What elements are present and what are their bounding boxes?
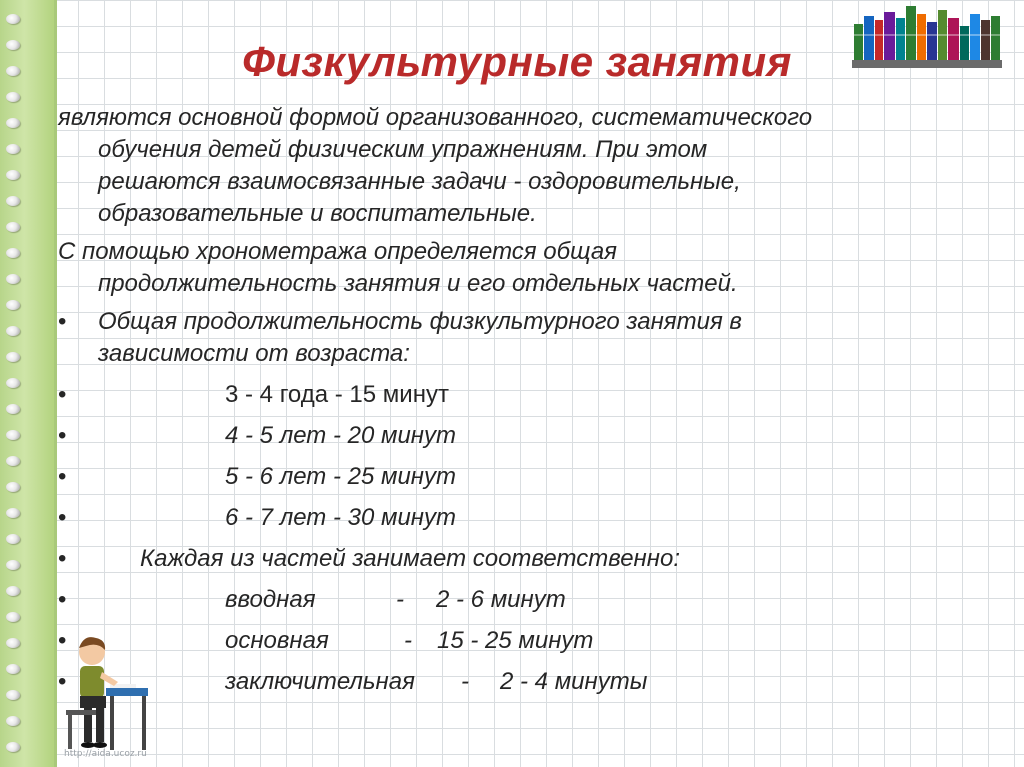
binding-ring xyxy=(6,378,20,388)
part-name: вводная xyxy=(225,586,316,613)
bullet-symbol: • xyxy=(58,545,67,572)
binding-ring xyxy=(6,456,20,466)
duration-heading-line-1: Общая продолжительность физкультурного занятия в xyxy=(98,308,742,335)
bullet-symbol: • xyxy=(58,463,67,490)
binding-ring xyxy=(6,742,20,752)
binding-ring xyxy=(6,274,20,284)
binding-ring xyxy=(6,144,20,154)
age-item-text: 5 - 6 лет - 25 минут xyxy=(225,463,456,490)
binding-ring xyxy=(6,118,20,128)
age-item xyxy=(58,420,998,461)
age-item-text: 4 - 5 лет - 20 минут xyxy=(225,422,456,449)
parts-heading xyxy=(58,543,998,584)
part-name: заключительная xyxy=(225,668,415,695)
part-item xyxy=(58,625,998,666)
intro-line-2: обучения детей физическим упражнениям. При этом xyxy=(98,136,708,163)
bullet-symbol: • xyxy=(58,381,67,408)
binding-ring xyxy=(6,404,20,414)
age-item-text: 6 - 7 лет - 30 минут xyxy=(225,504,456,531)
binding-ring xyxy=(6,664,20,674)
binding-ring xyxy=(6,534,20,544)
intro-line-4: образовательные и воспитательные. xyxy=(98,200,537,227)
part-separator: - xyxy=(404,627,412,654)
binding-ring xyxy=(6,508,20,518)
intro-paragraph xyxy=(58,102,998,230)
binding-ring xyxy=(6,170,20,180)
binding-ring xyxy=(6,638,20,648)
bullet-symbol: • xyxy=(58,504,67,531)
bullet-symbol: • xyxy=(58,627,67,654)
bullet-symbol: • xyxy=(58,422,67,449)
bullet-symbol: • xyxy=(58,308,67,335)
binding-ring xyxy=(6,560,20,570)
intro-line-3: решаются взаимосвязанные задачи - оздоровительные, xyxy=(98,168,741,195)
part-value: 15 - 25 минут xyxy=(437,627,594,654)
books-shelf-icon xyxy=(852,4,1002,72)
binding-ring xyxy=(6,352,20,362)
boy-at-desk-icon xyxy=(62,632,152,754)
part-item xyxy=(58,584,998,625)
part-separator: - xyxy=(396,586,404,613)
timing-line-2: продолжительность занятия и его отдельных частей. xyxy=(98,270,738,297)
watermark: http://aida.ucoz.ru xyxy=(64,749,147,759)
age-item xyxy=(58,379,998,420)
bullet-symbol: • xyxy=(58,668,67,695)
binding-ring xyxy=(6,248,20,258)
intro-line-1: являются основной формой организованного, систематического xyxy=(58,104,813,131)
part-name: основная xyxy=(225,627,329,654)
part-separator: - xyxy=(461,668,469,695)
binding-ring xyxy=(6,14,20,24)
timing-paragraph xyxy=(58,236,998,300)
binding-ring xyxy=(6,92,20,102)
age-item xyxy=(58,461,998,502)
duration-heading-line-2: зависимости от возраста: xyxy=(98,340,410,367)
part-value: 2 - 4 минуты xyxy=(500,668,648,695)
binding-ring xyxy=(6,716,20,726)
binding-ring xyxy=(6,326,20,336)
part-item xyxy=(58,666,998,707)
bullet-symbol: • xyxy=(58,586,67,613)
timing-line-1: С помощью хронометража определяется общая xyxy=(58,238,617,265)
page-title: Физкультурные занятия xyxy=(242,38,792,85)
binding-ring xyxy=(6,222,20,232)
part-value: 2 - 6 минут xyxy=(436,586,566,613)
binding-ring xyxy=(6,300,20,310)
binding-ring xyxy=(6,196,20,206)
age-item xyxy=(58,502,998,543)
binding-ring xyxy=(6,690,20,700)
binding-ring xyxy=(6,430,20,440)
slide-content xyxy=(58,102,998,707)
binding-ring xyxy=(6,586,20,596)
age-item-text: 3 - 4 года - 15 минут xyxy=(225,381,449,408)
binding-ring xyxy=(6,482,20,492)
parts-heading-text: Каждая из частей занимает соответственно: xyxy=(140,545,680,572)
binding-ring xyxy=(6,612,20,622)
duration-heading xyxy=(58,306,998,370)
